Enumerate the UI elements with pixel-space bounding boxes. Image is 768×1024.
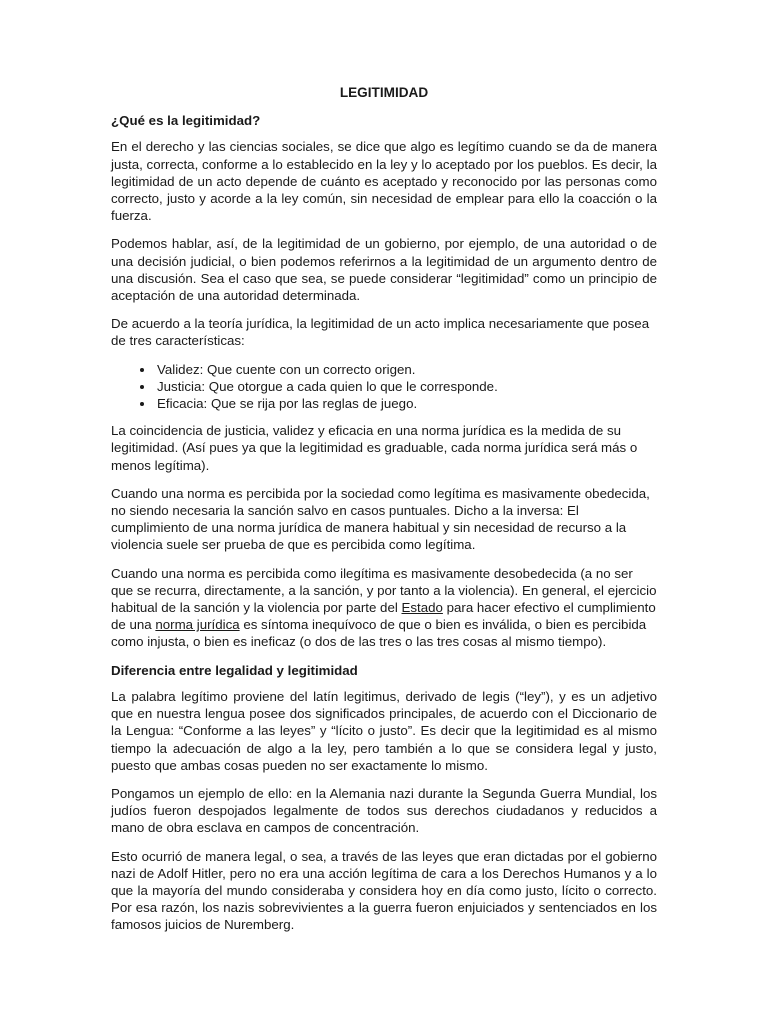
list-item: • Eficacia: Que se rija por las reglas de juego.: [155, 395, 657, 412]
paragraph-9: Esto ocurrió de manera legal, o sea, a través de las leyes que eran dictadas por el gobierno nazi de Adolf Hitler, pero no era una acción legítima de cara a los Derechos Humanos y a lo que la mayoría del mundo consideraba y considera hoy en día como justo, lícito o correcto. Por esa razón, los nazis sobrevivientes a la guerra fueron enjuiciados y sentenciados en los famosos juicios de Nuremberg.: [111, 848, 657, 933]
estado-link[interactable]: Estado: [401, 600, 443, 616]
paragraph-6: [111, 565, 657, 651]
section-heading-diferencia: Diferencia entre legalidad y legitimidad: [111, 662, 358, 678]
document-title: LEGITIMIDAD: [339, 85, 429, 100]
paragraph-6-part-3: es síntoma inequívoco de que o bien es inválida, o bien es percibida como injusta, o bien es ineficaz (o dos de las tres o las tres cosas al mismo tiempo).: [111, 617, 647, 650]
characteristics-list: [111, 361, 657, 413]
paragraph-2: Podemos hablar, así, de la legitimidad de un gobierno, por ejemplo, de una autoridad o de una decisión judicial, o bien podemos referirnos a la legitimidad de un argumento dentro de una discusión. Sea el caso que sea, se puede considerar “legitimidad” como un principio de aceptación de una autoridad determinada.: [111, 236, 657, 304]
norma-juridica-link[interactable]: norma jurídica: [155, 617, 240, 633]
paragraph-8: Pongamos un ejemplo de ello: en la Alemania nazi durante la Segunda Guerra Mundial, los judíos fueron despojados legalmente de todos sus derechos ciudadanos y reducidos a mano de obra esclava en campos de concentración.: [111, 785, 657, 836]
list-item: • Justicia: Que otorgue a cada quien lo que le corresponde.: [155, 378, 657, 395]
paragraph-5: Cuando una norma es percibida por la sociedad como legítima es masivamente obedecida, no siendo necesaria la sanción salvo en casos puntuales. Dicho a la inversa: El cumplimiento de una norma jurídica de manera habitual y sin necesidad de recurso a la violencia suele ser prueba de que es percibida como legítima.: [111, 485, 650, 553]
paragraph-1: En el derecho y las ciencias sociales, se dice que algo es legítimo cuando se da de manera justa, correcta, conforme a lo establecido en la ley y lo aceptado por los pueblos. Es decir, la legitimidad de un acto depende de cuánto es aceptado y reconocido por las personas como correcto, justo y acorde a la ley común, sin necesidad de emplear para ello la coacción o la fuerza.: [111, 139, 657, 224]
section-heading-que-es: ¿Qué es la legitimidad?: [111, 113, 261, 129]
paragraph-7: La palabra legítimo proviene del latín legitimus, derivado de legis (“ley”), y es un adjetivo que en nuestra lengua posee dos significados principales, de acuerdo con el Diccionario de la Lengua: “Conforme a las leyes” y “lícito o justo”. Es decir que la legitimidad es al mismo tiempo la adecuación de algo a la ley, pero también a lo que se considera legal y justo, puesto que ambas cosas pueden no ser exactamente lo mismo.: [111, 688, 657, 773]
list-item: • Validez: Que cuente con un correcto origen.: [155, 361, 657, 378]
paragraph-3: De acuerdo a la teoría jurídica, la legitimidad de un acto implica necesariamente que posea de tres características:: [111, 316, 650, 349]
document-page: [111, 84, 657, 945]
paragraph-6-part-1: Cuando una norma es percibida como ilegítima es masivamente desobedecida (a no ser que se recurra, directamente, a la sanción, y por tanto a la violencia). En general, el ejercicio habitual de la sanción y la violencia por parte del: [111, 565, 657, 616]
paragraph-4: La coincidencia de justicia, validez y eficacia en una norma jurídica es la medida de su legitimidad. (Así pues ya que la legitimidad es graduable, cada norma jurídica será más o menos legítima).: [111, 423, 638, 473]
paragraph-6-part-2: para hacer efectivo el cumplimiento de una: [111, 600, 656, 633]
